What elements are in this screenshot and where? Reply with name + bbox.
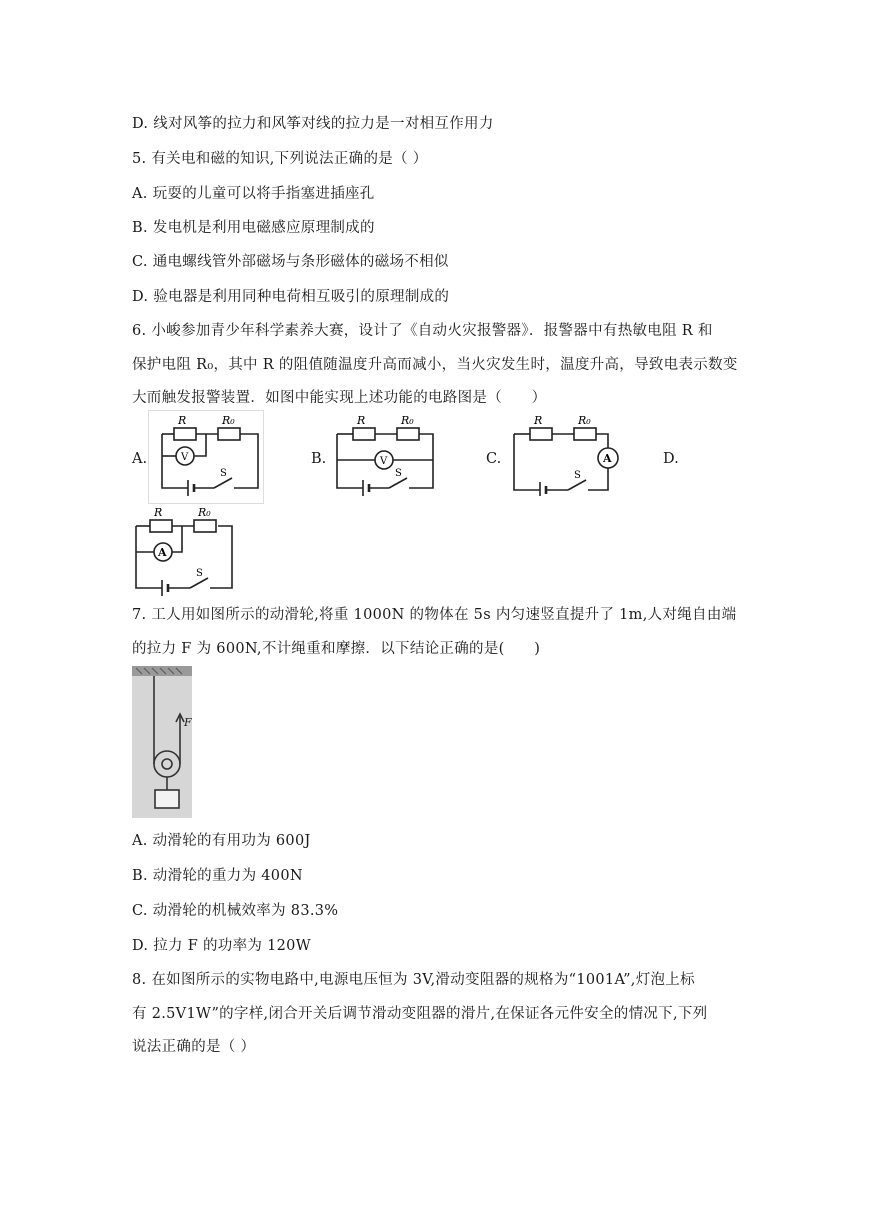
circuit-a-diagram — [148, 410, 264, 504]
q5-option-b: B. 发电机是利用电磁感应原理制成的 — [132, 220, 375, 236]
q6-option-b-label: B. — [311, 451, 327, 467]
circuit-d-switch-label: S — [196, 568, 203, 579]
q6-stem-line-1: 6. 小峻参加青少年科学素养大赛，设计了《自动火灾报警器》．报警器中有热敏电阻 R 和 — [132, 323, 713, 339]
circuit-a-r0-label: R₀ — [222, 414, 235, 427]
q5-stem: 5. 有关电和磁的知识,下列说法正确的是（ ） — [132, 151, 428, 167]
pulley-force-label: F — [184, 716, 192, 729]
pulley-diagram — [132, 666, 192, 818]
q7-option-d: D. 拉力 F 的功率为 120W — [132, 938, 311, 954]
q8-stem-line-1: 8. 在如图所示的实物电路中,电源电压恒为 3V,滑动变阻器的规格为“1001A”,灯泡上标 — [132, 972, 695, 988]
q6-option-d-label: D. — [663, 451, 679, 467]
q7-option-b: B. 动滑轮的重力为 400N — [132, 868, 303, 884]
circuit-b-switch-label: S — [395, 468, 402, 479]
circuit-b-r-label: R — [357, 414, 366, 427]
circuit-d-r-label: R — [154, 506, 163, 519]
circuit-d-r0-label: R₀ — [198, 506, 211, 519]
q4-option-d: D. 线对风筝的拉力和风筝对线的拉力是一对相互作用力 — [132, 116, 494, 132]
q7-option-a: A. 动滑轮的有用功为 600J — [132, 833, 311, 849]
q8-stem-line-3: 说法正确的是（ ） — [132, 1039, 256, 1055]
circuit-c-r-label: R — [534, 414, 543, 427]
q7-option-c: C. 动滑轮的机械效率为 83.3% — [132, 903, 339, 919]
circuit-c-switch-label: S — [574, 470, 581, 481]
q7-stem-line-2: 的拉力 F 为 600N,不计绳重和摩擦．以下结论正确的是( ) — [132, 641, 541, 657]
circuit-d-ammeter-label: A — [158, 546, 167, 559]
circuit-d-diagram — [132, 504, 236, 596]
q8-stem-line-2: 有 2.5V1W”的字样,闭合开关后调节滑动变阻器的滑片,在保证各元件安全的情况下,下列 — [132, 1006, 708, 1022]
circuit-b-voltmeter-label: V — [380, 456, 388, 467]
q5-option-c: C. 通电螺线管外部磁场与条形磁体的磁场不相似 — [132, 254, 449, 270]
q6-stem-line-2: 保护电阻 R₀，其中 R 的阻值随温度升高而减小，当火灾发生时，温度升高，导致电表示数变 — [132, 357, 738, 373]
q5-option-d: D. 验电器是利用同种电荷相互吸引的原理制成的 — [132, 289, 450, 305]
q6-stem-line-3: 大而触发报警装置．如图中能实现上述功能的电路图是（ ） — [132, 390, 547, 406]
circuit-b-diagram — [331, 410, 437, 496]
q5-option-a: A. 玩耍的儿童可以将手指塞进插座孔 — [132, 186, 375, 202]
circuit-a-voltmeter-label: V — [181, 452, 189, 463]
q6-option-a-label: A. — [132, 451, 148, 467]
q6-option-c-label: C. — [486, 451, 502, 467]
circuit-c-r0-label: R₀ — [578, 414, 591, 427]
circuit-c-diagram — [508, 410, 620, 496]
circuit-b-r0-label: R₀ — [401, 414, 414, 427]
circuit-c-ammeter-label: A — [603, 452, 612, 465]
q7-stem-line-1: 7. 工人用如图所示的动滑轮,将重 1000N 的物体在 5s 内匀速竖直提升了 1m,人对绳自由端 — [132, 607, 737, 623]
circuit-a-r-label: R — [178, 414, 187, 427]
circuit-a-switch-label: S — [220, 468, 227, 479]
